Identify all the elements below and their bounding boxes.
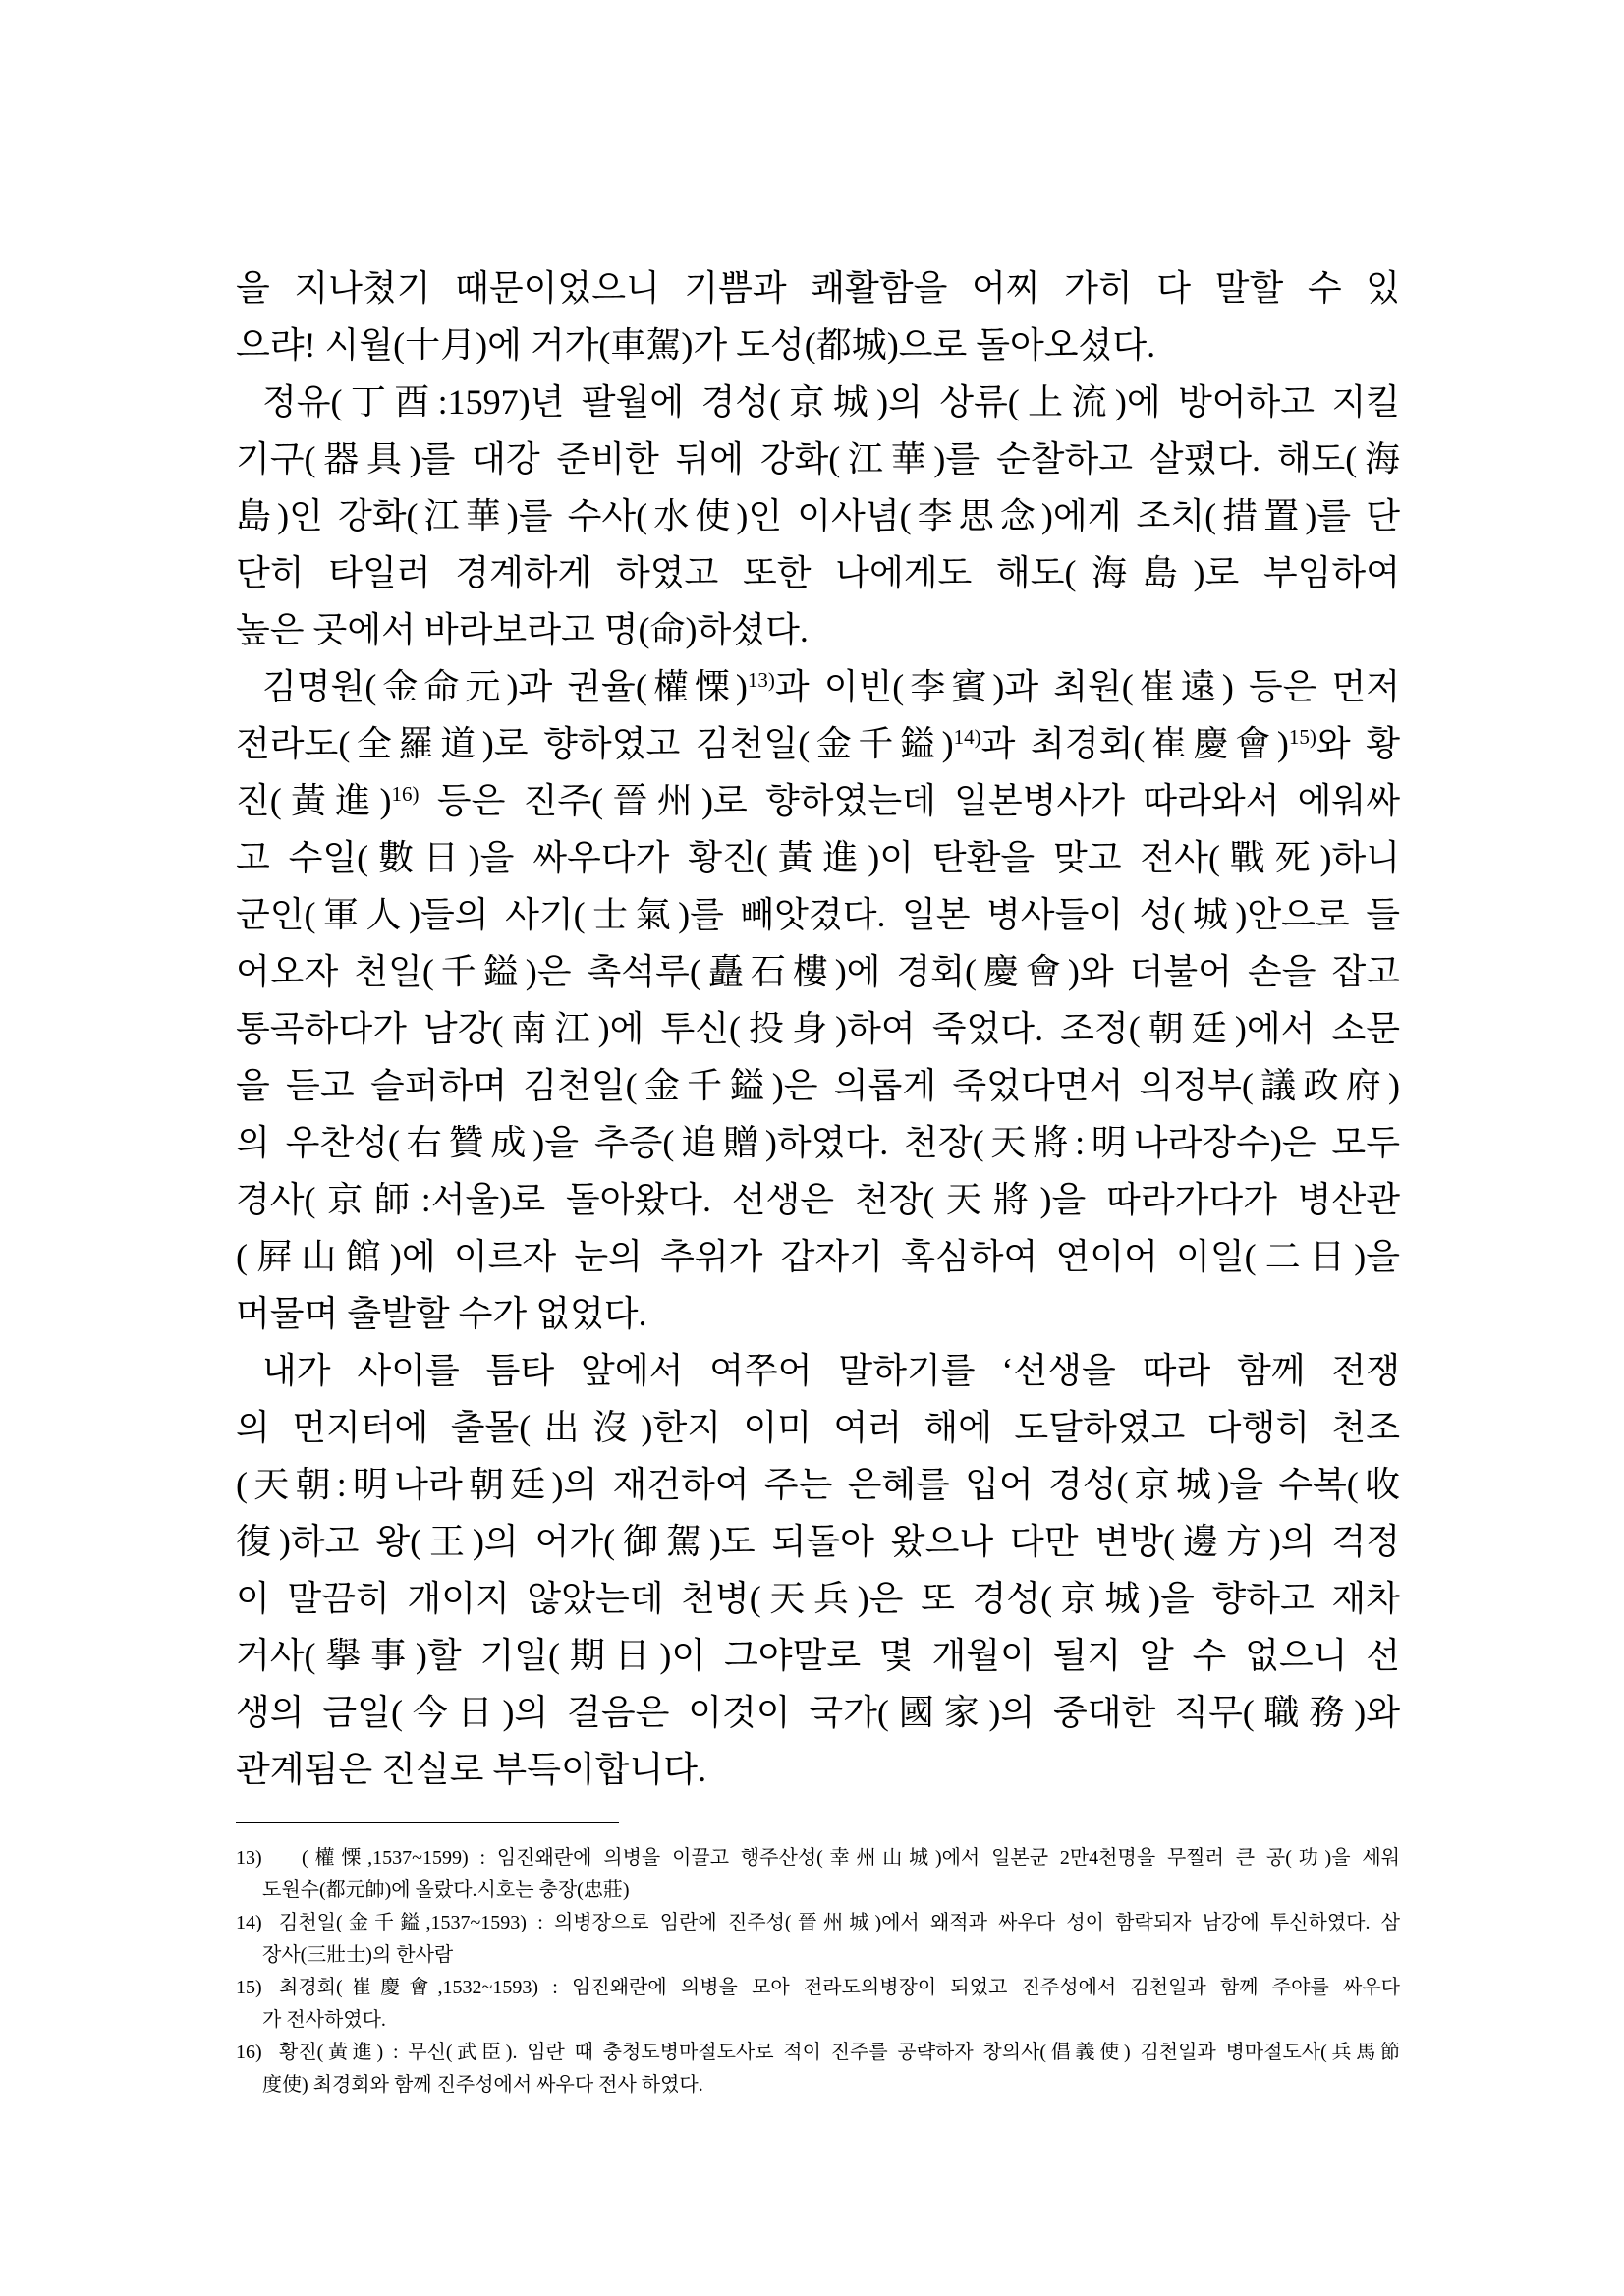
text-segment: 김명원(金命元)과 권율(權慄) — [262, 667, 748, 706]
body-line: 고 수일(數日)을 싸우다가 황진(黃進)이 탄환을 맞고 전사(戰死)하니 — [236, 838, 1400, 877]
body-line: 높은 곳에서 바라보라고 명(命)하셨다. — [236, 610, 809, 649]
body-line — [236, 715, 1400, 772]
footnote-line — [236, 2037, 1400, 2069]
body-line: 어오자 천일(千鎰)은 촉석루(矗石樓)에 경회(慶會)와 더불어 손을 잡고 — [236, 952, 1400, 991]
footnote-number: 15) — [236, 1977, 262, 1998]
text-segment: 등은 진주(晉州)로 향하였는데 일본병사가 따라와서 에워싸 — [419, 781, 1400, 820]
paragraph-2 — [236, 373, 1400, 658]
body-line: 을 지나쳤기 때문이었으니 기쁨과 쾌활함을 어찌 가히 다 말할 수 있 — [236, 268, 1400, 308]
footnote-number: 16) — [236, 2042, 262, 2063]
footnote-text: 최경회(崔慶會,1532~1593) : 임진왜란에 의병을 모아 전라도의병장이 되었고 진주성에서 김천일과 함께 주야를 싸우다 — [279, 1977, 1400, 1998]
text-segment: 과 최경회(崔慶會) — [980, 724, 1289, 763]
body-line: 관계됨은 진실로 부득이합니다. — [236, 1750, 707, 1789]
footnotes — [236, 1842, 1400, 2101]
footnote-ref-13: 13) — [747, 668, 775, 692]
footnote-line — [236, 1907, 1400, 1939]
body-line: 의 먼지터에 출몰(出沒)한지 이미 여러 해에 도달하였고 다행히 천조 — [236, 1408, 1400, 1447]
text-segment: 진(黃進) — [236, 781, 392, 820]
footnote-line — [236, 1842, 1400, 1875]
footnote-line: 가 전사하였다. — [262, 2009, 386, 2031]
body-line: 의 우찬성(右贊成)을 추증(追贈)하였다. 천장(天將:明나라장수)은 모두 — [236, 1123, 1400, 1162]
footnote-13 — [236, 1842, 1400, 1907]
body-line — [236, 658, 1400, 715]
footnote-number: 14) — [236, 1912, 262, 1933]
body-line: 으랴! 시월(十月)에 거가(車駕)가 도성(都城)으로 돌아오셨다. — [236, 325, 1156, 364]
footnote-line: 장사(三壯士)의 한사람 — [262, 1944, 454, 1966]
body-text — [236, 259, 1400, 1798]
body-line: (屛山館)에 이르자 눈의 추위가 갑자기 혹심하여 연이어 이일(二日)을 — [236, 1237, 1400, 1276]
footnote-ref-15: 15) — [1288, 725, 1316, 749]
body-line: 군인(軍人)들의 사기(士氣)를 빼앗겼다. 일본 병사들이 성(城)안으로 들 — [236, 895, 1400, 934]
body-line: 경사(京師:서울)로 돌아왔다. 선생은 천장(天將)을 따라가다가 병산관 — [236, 1180, 1400, 1219]
text-segment: 과 이빈(李賓)과 최원(崔遠) 등은 먼저 — [774, 667, 1400, 706]
body-line: 생의 금일(今日)의 걸음은 이것이 국가(國家)의 중대한 직무(職務)와 — [236, 1693, 1400, 1732]
text-segment: 와 황 — [1316, 724, 1400, 763]
body-line: 기구(器具)를 대강 준비한 뒤에 강화(江華)를 순찰하고 살폈다. 해도(海 — [236, 439, 1400, 478]
footnote-ref-16: 16) — [391, 782, 420, 806]
footnote-ref-14: 14) — [953, 725, 981, 749]
paragraph-4 — [236, 1342, 1400, 1798]
body-line: 島)인 강화(江華)를 수사(水使)인 이사념(李思念)에게 조치(措置)를 단 — [236, 496, 1400, 535]
body-line: 을 듣고 슬퍼하며 김천일(金千鎰)은 의롭게 죽었다면서 의정부(議政府) — [236, 1066, 1400, 1105]
body-line: 통곡하다가 남강(南江)에 투신(投身)하여 죽었다. 조정(朝廷)에서 소문 — [236, 1009, 1400, 1048]
body-line: 復)하고 왕(王)의 어가(御駕)도 되돌아 왔으나 다만 변방(邊方)의 걱정 — [236, 1522, 1400, 1561]
footnote-text: 김천일(金千鎰,1537~1593) : 의병장으로 임란에 진주성(晉州城)에서 왜적과 싸우다 성이 함락되자 남강에 투신하였다. 삼 — [279, 1912, 1400, 1933]
paragraph-3 — [236, 658, 1400, 1342]
body-line: 머물며 출발할 수가 없었다. — [236, 1294, 647, 1333]
footnote-text: (權慄,1537~1599) : 임진왜란에 의병을 이끌고 행주산성(幸州山城)에서 일본군 2만4천명을 무찔러 큰 공(功)을 세워 — [302, 1847, 1400, 1869]
footnote-16 — [236, 2037, 1400, 2101]
footnote-separator — [236, 1822, 619, 1823]
text-segment: 전라도(全羅道)로 향하였고 김천일(金千鎰) — [236, 724, 954, 763]
body-line: 내가 사이를 틈타 앞에서 여쭈어 말하기를 ‘선생을 따라 함께 전쟁 — [262, 1351, 1400, 1390]
body-line: 거사(擧事)할 기일(期日)이 그야말로 몇 개월이 될지 알 수 없으니 선 — [236, 1636, 1400, 1675]
footnote-15 — [236, 1972, 1400, 2037]
body-line: 이 말끔히 개이지 않았는데 천병(天兵)은 또 경성(京城)을 향하고 재차 — [236, 1579, 1400, 1618]
footnote-line — [236, 1972, 1400, 2004]
body-line: (天朝:明나라朝廷)의 재건하여 주는 은혜를 입어 경성(京城)을 수복(收 — [236, 1465, 1400, 1504]
body-line: 정유(丁酉:1597)년 팔월에 경성(京城)의 상류(上流)에 방어하고 지킬 — [262, 382, 1400, 421]
body-line: 단히 타일러 경계하게 하였고 또한 나에게도 해도(海島)로 부임하여 — [236, 553, 1400, 592]
footnote-number: 13) — [236, 1847, 262, 1869]
body-line — [236, 772, 1400, 829]
footnote-14 — [236, 1907, 1400, 1972]
footnote-line: 도원수(都元帥)에 올랐다.시호는 충장(忠莊) — [262, 1879, 630, 1901]
footnote-line: 度使) 최경회와 함께 진주성에서 싸우다 전사 하였다. — [262, 2074, 703, 2096]
paragraph-1 — [236, 259, 1400, 373]
footnote-text: 황진(黃進) : 무신(武臣). 임란 때 충청도병마절도사로 적이 진주를 공략하자 창의사(倡義使) 김천일과 병마절도사(兵馬節 — [279, 2042, 1400, 2063]
